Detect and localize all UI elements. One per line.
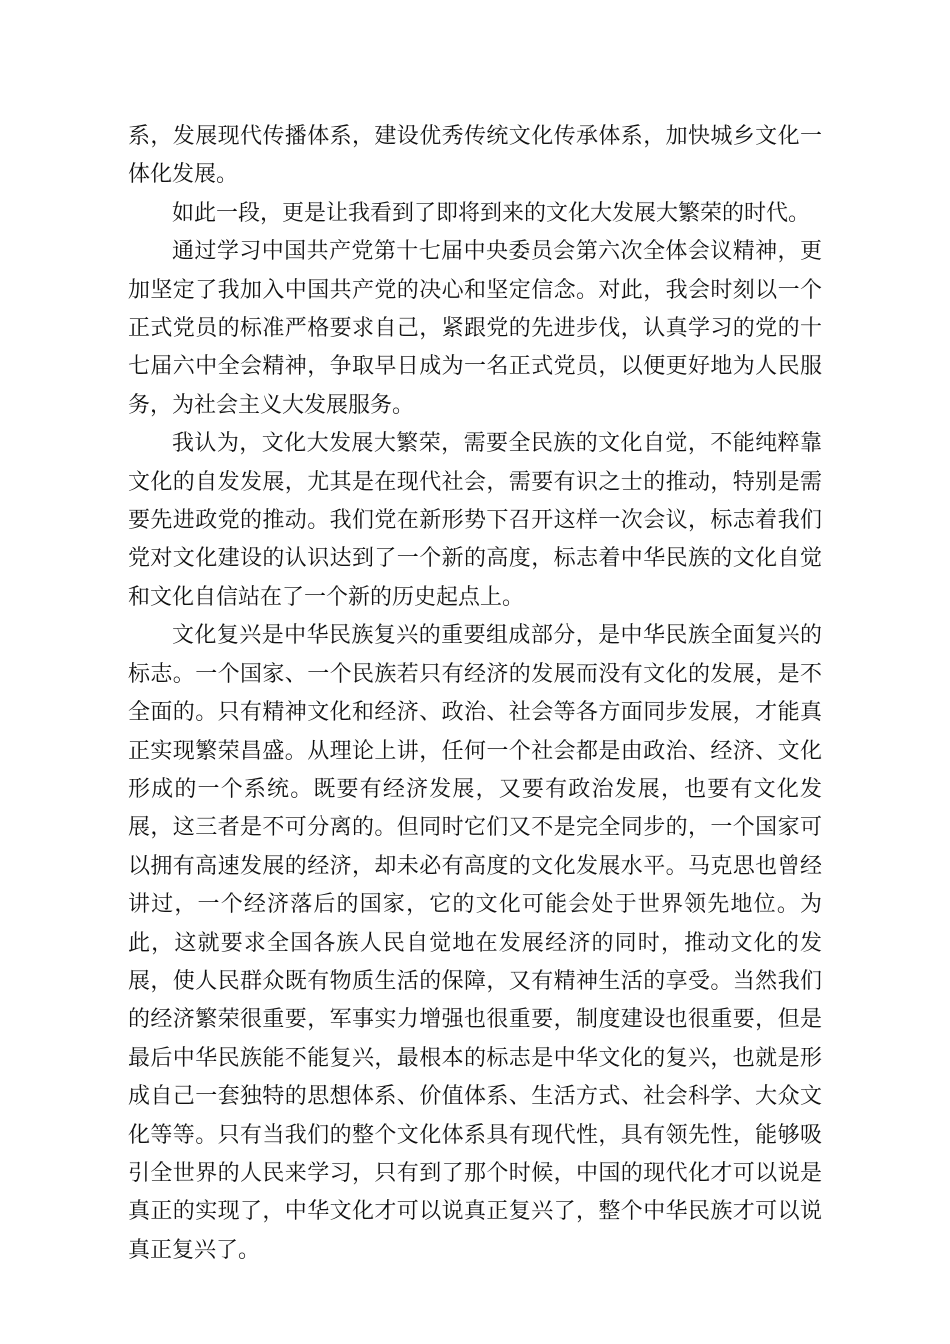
paragraph-continuation: 系，发展现代传播体系，建设优秀传统文化传承体系，加快城乡文化一体化发展。 xyxy=(128,124,822,188)
paragraph-party-resolve: 通过学习中国共产党第十七届中央委员会第六次全体会议精神，更加坚定了我加入中国共产党的决心和坚定信念。对此，我会时刻以一个正式党员的标准严格要求自己，紧跟党的先进步伐，认真学习的党的十七届六中全会精神，争取早日成为一名正式党员，以便更好地为人民服务，为社会主义大发展服务。 xyxy=(128,239,822,418)
paragraph-cultural-revival: 文化复兴是中华民族复兴的重要组成部分，是中华民族全面复兴的标志。一个国家、一个民族若只有经济的发展而没有文化的发展，是不全面的。只有精神文化和经济、政治、社会等各方面同步发展，才能真正实现繁荣昌盛。从理论上讲，任何一个社会都是由政治、经济、文化形成的一个系统。既要有经济发展，又要有政治发展，也要有文化发展，这三者是不可分离的。但同时它们又不是完全同步的，一个国家可以拥有高速发展的经济，却未必有高度的文化发展水平。马克思也曾经讲过，一个经济落后的国家，它的文化可能会处于世界领先地位。为此，这就要求全国各族人民自觉地在发展经济的同时，推动文化的发展，使人民群众既有物质生活的保障，又有精神生活的享受。当然我们的经济繁荣很重要，军事实力增强也很重要，制度建设也很重要，但是最后中华民族能不能复兴，最根本的标志是中华文化的复兴，也就是形成自己一套独特的思想体系、价值体系、生活方式、社会科学、大众文化等等。只有当我们的整个文化体系具有现代性，具有领先性，能够吸引全世界的人民来学习，只有到了那个时候，中国的现代化才可以说是真正的实现了，中华文化才可以说真正复兴了，整个中华民族才可以说真正复兴了。 xyxy=(128,623,822,1263)
paragraph-cultural-era: 如此一段，更是让我看到了即将到来的文化大发展大繁荣的时代。 xyxy=(172,200,811,226)
paragraph-cultural-awareness: 我认为，文化大发展大繁荣，需要全民族的文化自觉，不能纯粹靠文化的自发发展，尤其是在现代社会，需要有识之士的推动，特别是需要先进政党的推动。我们党在新形势下召开这样一次会议，标志着我们党对文化建设的认识达到了一个新的高度，标志着中华民族的文化自觉和文化自信站在了一个新的历史起点上。 xyxy=(128,431,822,610)
document-page xyxy=(128,118,822,1270)
